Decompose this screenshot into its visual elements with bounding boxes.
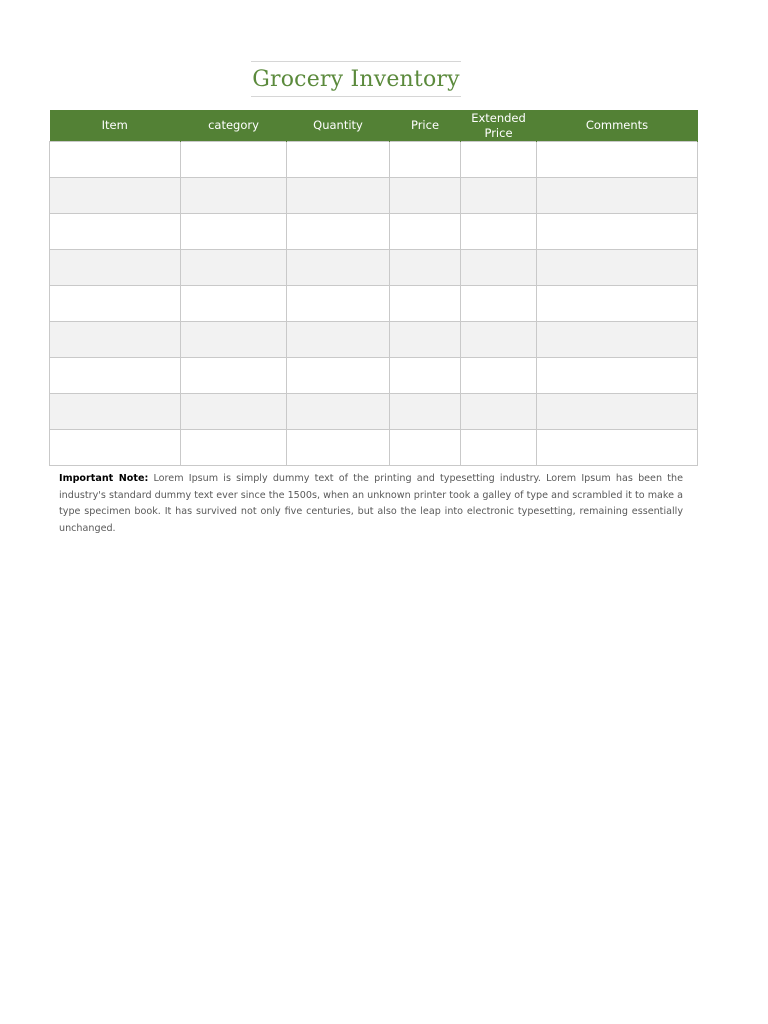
table-cell-item[interactable] [50,142,181,178]
column-header-item: Item [50,110,181,142]
table-cell-extended-price[interactable] [461,178,537,214]
table-row [50,358,698,394]
table-cell-comments[interactable] [537,286,698,322]
table-cell-extended-price[interactable] [461,430,537,466]
table-cell-item[interactable] [50,358,181,394]
table-cell-price[interactable] [390,322,461,358]
table-row [50,214,698,250]
table-row [50,394,698,430]
table-cell-extended-price[interactable] [461,142,537,178]
table-cell-comments[interactable] [537,142,698,178]
table-row [50,250,698,286]
table-cell-extended-price[interactable] [461,322,537,358]
table-cell-extended-price[interactable] [461,214,537,250]
table-cell-category[interactable] [181,358,287,394]
inventory-table-container [49,110,697,466]
table-cell-comments[interactable] [537,322,698,358]
table-cell-extended-price[interactable] [461,286,537,322]
column-header-category: category [181,110,287,142]
table-cell-category[interactable] [181,322,287,358]
table-cell-comments[interactable] [537,178,698,214]
table-cell-item[interactable] [50,286,181,322]
table-row [50,142,698,178]
table-cell-quantity[interactable] [287,214,390,250]
table-cell-price[interactable] [390,358,461,394]
column-header-quantity: Quantity [287,110,390,142]
table-cell-item[interactable] [50,214,181,250]
column-header-price: Price [390,110,461,142]
table-cell-category[interactable] [181,214,287,250]
table-cell-comments[interactable] [537,214,698,250]
table-cell-comments[interactable] [537,250,698,286]
table-cell-item[interactable] [50,178,181,214]
table-cell-quantity[interactable] [287,142,390,178]
table-cell-category[interactable] [181,394,287,430]
table-cell-price[interactable] [390,430,461,466]
table-cell-category[interactable] [181,250,287,286]
table-cell-price[interactable] [390,394,461,430]
table-row [50,286,698,322]
table-cell-quantity[interactable] [287,394,390,430]
table-cell-price[interactable] [390,178,461,214]
table-cell-quantity[interactable] [287,358,390,394]
table-cell-quantity[interactable] [287,430,390,466]
table-cell-category[interactable] [181,142,287,178]
column-header-comments: Comments [537,110,698,142]
table-cell-price[interactable] [390,142,461,178]
table-header-row [50,110,698,142]
table-cell-comments[interactable] [537,394,698,430]
table-cell-comments[interactable] [537,430,698,466]
table-cell-item[interactable] [50,322,181,358]
table-cell-item[interactable] [50,430,181,466]
table-cell-category[interactable] [181,286,287,322]
table-cell-extended-price[interactable] [461,394,537,430]
important-note-label: Important Note: [59,473,149,484]
column-header-extended-price [461,110,537,142]
table-row [50,178,698,214]
table-cell-category[interactable] [181,430,287,466]
table-row [50,322,698,358]
inventory-table [49,110,698,466]
important-note [59,471,683,537]
table-cell-comments[interactable] [537,358,698,394]
important-note-text: Lorem Ipsum is simply dummy text of the printing and typesetting industry. Lorem Ipsum has been the industry's standard dummy text ever since the 1500s, when an unknown printer took a galley of type and scrambled it to make a type specimen book. It has survived not only five centuries, but also the leap into electronic typesetting, remaining essentially unchanged. [59,473,683,534]
table-cell-quantity[interactable] [287,178,390,214]
table-cell-extended-price[interactable] [461,250,537,286]
table-cell-price[interactable] [390,214,461,250]
table-cell-price[interactable] [390,286,461,322]
column-header-extended-price-label: Extended Price [471,110,526,140]
table-cell-item[interactable] [50,394,181,430]
page-title: Grocery Inventory [252,66,460,92]
table-cell-price[interactable] [390,250,461,286]
table-cell-category[interactable] [181,178,287,214]
table-cell-quantity[interactable] [287,286,390,322]
title-block [251,61,461,97]
table-cell-quantity[interactable] [287,250,390,286]
table-cell-quantity[interactable] [287,322,390,358]
table-cell-extended-price[interactable] [461,358,537,394]
table-row [50,430,698,466]
table-cell-item[interactable] [50,250,181,286]
table-body [50,142,698,466]
